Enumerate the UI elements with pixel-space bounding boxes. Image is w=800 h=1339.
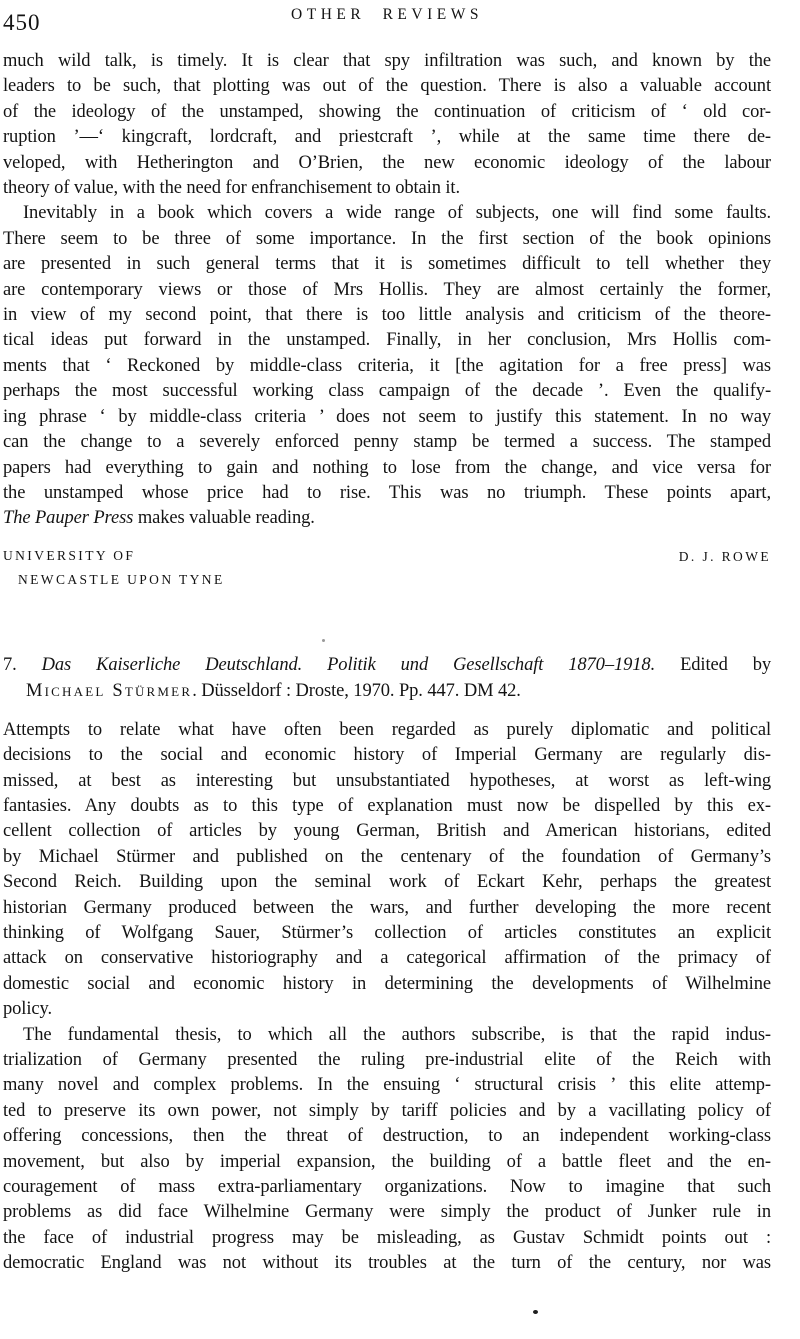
text-line (3, 252, 771, 277)
text-line (3, 1124, 771, 1149)
reviewer-name: D. J. ROWE (678, 548, 771, 564)
text-line (3, 405, 771, 430)
text-segment: There seem to be three of some importance. In the first section of the book opinions (3, 228, 771, 249)
text-line (3, 997, 771, 1022)
text-segment: The Pauper Press (3, 508, 134, 529)
text-line (3, 278, 771, 303)
text-segment: leaders to be such, that plotting was out of the question. There is also a valuable account (3, 76, 771, 97)
ink-speck (322, 639, 325, 642)
text-line (3, 769, 771, 794)
text-line (3, 1048, 771, 1073)
text-segment: Edited by (655, 654, 771, 675)
text-line (3, 227, 771, 252)
text-segment: missed, at best as interesting but unsubstantiated hypotheses, at worst as left-wing (3, 770, 771, 791)
text-segment: historian Germany produced between the wars, and further developing the more recent (3, 897, 771, 918)
text-segment: offering concessions, then the threat of destruction, to an independent working-class (3, 1126, 771, 1147)
text-line (3, 201, 771, 226)
text-line (3, 176, 771, 201)
text-segment: . Düsseldorf : Droste, 1970. Pp. 447. DM 42. (192, 681, 521, 702)
affiliation-line-2: NEWCASTLE UPON TYNE (18, 571, 225, 587)
text-line (3, 303, 771, 328)
review-entry-heading (3, 652, 771, 705)
text-segment: ments that ‘ Reckoned by middle-class criteria, it [the agitation for a free press] was (3, 355, 771, 376)
text-segment: cellent collection of articles by young German, British and American historians, edited (3, 821, 771, 842)
text-line (3, 1023, 771, 1048)
text-line (3, 456, 771, 481)
text-segment: policy. (3, 999, 52, 1020)
text-segment: papers had everything to gain and nothing to lose from the change, and vice versa for (3, 457, 771, 478)
text-segment: of the ideology of the unstamped, showing the continuation of criticism of ‘ old cor- (3, 101, 771, 122)
text-segment: fantasies. Any doubts as to this type of explanation must now be dispelled by this ex- (3, 795, 771, 816)
text-line (3, 1099, 771, 1124)
text-line (3, 125, 771, 150)
text-segment: perhaps the most successful working class campaign of the decade ’. Even the qualify- (3, 381, 771, 402)
page-content (3, 6, 771, 1277)
text-line (3, 481, 771, 506)
text-segment: makes valuable reading. (133, 508, 315, 529)
text-segment: veloped, with Hetherington and O’Brien, the new economic ideology of the labour (3, 152, 771, 173)
paragraph-review-thesis (3, 1023, 771, 1277)
text-segment: Attempts to relate what have often been regarded as purely diplomatic and political (3, 719, 771, 740)
text-line (3, 743, 771, 768)
text-segment: movement, but also by imperial expansion, the building of a battle fleet and the en- (3, 1151, 771, 1172)
text-segment: democratic England was not without its troubles at the turn of the century, nor was (3, 1253, 771, 1274)
running-head: OTHER REVIEWS (291, 6, 483, 23)
text-segment: Second Reich. Building upon the seminal work of Eckart Kehr, perhaps the greatest (3, 872, 771, 893)
text-segment: decisions to the social and economic history of Imperial Germany are regularly dis- (3, 745, 771, 766)
text-segment: couragement of mass extra-parliamentary organizations. Now to imagine that such (3, 1177, 771, 1198)
text-segment: thinking of Wolfgang Sauer, Stürmer’s collection of articles constitutes an explicit (3, 922, 771, 943)
text-line (3, 151, 771, 176)
text-segment: ruption ’—‘ kingcraft, lordcraft, and priestcraft ’, while at the same time there de- (3, 127, 771, 148)
page-header (3, 6, 771, 40)
text-segment: many novel and complex problems. In the ensuing ‘ structural crisis ’ this elite attemp- (3, 1075, 771, 1096)
text-line (3, 794, 771, 819)
text-line (3, 354, 771, 379)
text-line (3, 506, 771, 531)
text-line (3, 1226, 771, 1251)
text-segment: The fundamental thesis, to which all the authors subscribe, is that the rapid indus- (23, 1024, 771, 1045)
text-line (3, 652, 771, 679)
text-line (3, 1150, 771, 1175)
reviewer-affiliation (3, 548, 225, 588)
text-line (3, 972, 771, 997)
text-segment: are contemporary views or those of Mrs Hollis. They are almost certainly the former, (3, 279, 771, 300)
paragraph-review-continuation (3, 49, 771, 201)
text-segment: Michael Stürmer (26, 681, 193, 702)
text-line (3, 100, 771, 125)
text-line (3, 718, 771, 743)
text-segment: ing phrase ‘ by middle-class criteria ’ does not seem to justify this statement. In no way (3, 406, 771, 427)
text-line (3, 870, 771, 895)
text-segment: the unstamped whose price had to rise. This was no triumph. These points apart, (3, 482, 771, 503)
paragraph-faults (3, 201, 771, 531)
text-line (3, 74, 771, 99)
text-line (3, 1073, 771, 1098)
text-line (3, 1251, 771, 1276)
text-line (3, 1175, 771, 1200)
text-segment: tical ideas put forward in the unstamped. Finally, in her conclusion, Mrs Hollis com- (3, 330, 771, 351)
text-segment: Inevitably in a book which covers a wide range of subjects, one will find some faults. (23, 203, 771, 224)
signature-block (3, 548, 771, 588)
text-segment: attack on conservative historiography and a categorical affirmation of the primacy of (3, 948, 771, 969)
text-segment: Das Kaiserliche Deutschland. Politik und Gesellschaft 1870–1918. (41, 654, 656, 675)
page-number: 450 (3, 10, 41, 35)
text-segment: are presented in such general terms that it is sometimes difficult to tell whether they (3, 254, 771, 275)
text-line (3, 921, 771, 946)
text-line (3, 379, 771, 404)
text-line (3, 430, 771, 455)
text-segment: much wild talk, is timely. It is clear that spy infiltration was such, and known by the (3, 51, 771, 71)
text-line (3, 328, 771, 353)
text-line (3, 678, 771, 705)
text-line (3, 819, 771, 844)
text-segment: problems as did face Wilhelmine Germany were simply the product of Junker rule in (3, 1202, 771, 1223)
text-line (3, 1200, 771, 1225)
text-segment: by Michael Stürmer and published on the centenary of the foundation of Germany’s (3, 846, 771, 867)
text-segment: trialization of Germany presented the ruling pre-industrial elite of the Reich with (3, 1050, 771, 1070)
text-line (3, 845, 771, 870)
text-segment: in view of my second point, that there is too little analysis and criticism of the theore- (3, 305, 771, 326)
ink-speck (533, 1310, 538, 1314)
text-segment: ted to preserve its own power, not simply by tariff policies and by a vacillating policy of (3, 1100, 771, 1121)
text-line (3, 49, 771, 74)
text-line (3, 896, 771, 921)
text-segment: can the change to a severely enforced penny stamp be termed a success. The stamped (3, 432, 771, 453)
text-line (3, 946, 771, 971)
text-segment: the face of industrial progress may be misleading, as Gustav Schmidt points out : (3, 1227, 771, 1248)
affiliation-line-1: UNIVERSITY OF (3, 547, 136, 563)
text-segment: 7. (3, 654, 42, 675)
text-segment: domestic social and economic history in determining the developments of Wilhelmine (3, 973, 771, 994)
paragraph-review-intro (3, 718, 771, 1023)
text-segment: theory of value, with the need for enfranchisement to obtain it. (3, 178, 460, 199)
